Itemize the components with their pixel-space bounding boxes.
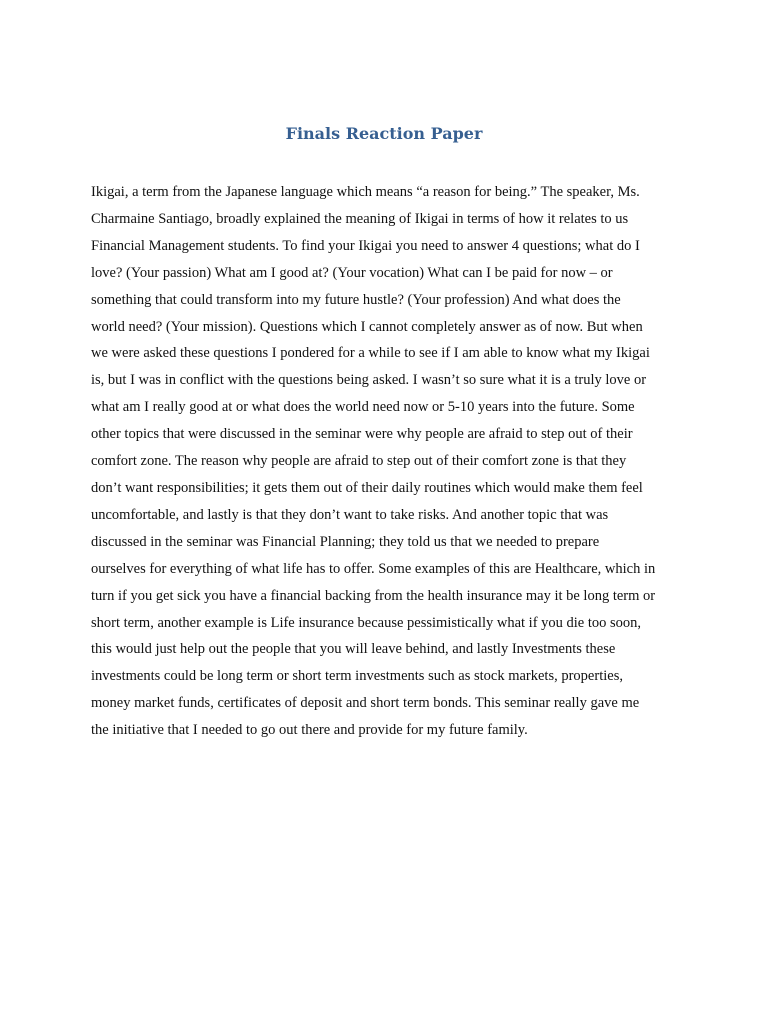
paragraph-line: Ikigai, a term from the Japanese language which means “a reason for being.” The speaker, Ms. bbox=[91, 184, 640, 200]
paragraph-line: other topics that were discussed in the seminar were why people are afraid to step out of their bbox=[91, 426, 633, 443]
paragraph-line: Financial Management students. To find your Ikigai you need to answer 4 questions; what do I bbox=[91, 237, 640, 254]
paragraph-line: turn if you get sick you have a financial backing from the health insurance may it be long term or bbox=[91, 587, 656, 604]
paragraph-line: we were asked these questions I pondered for a while to see if I am able to know what my Ikigai bbox=[91, 345, 650, 362]
page-title: Finals Reaction Paper bbox=[285, 124, 483, 143]
paragraph-line: the initiative that I needed to go out there and provide for my future family. bbox=[91, 722, 528, 739]
paragraph-line: Charmaine Santiago, broadly explained the meaning of Ikigai in terms of how it relates to us bbox=[91, 210, 629, 227]
paragraph-line: something that could transform into my future hustle? (Your profession) And what does the bbox=[91, 291, 621, 308]
paragraph-line: love? (Your passion) What am I good at? (Your vocation) What can I be paid for now – or bbox=[91, 264, 613, 281]
paragraph-line: ourselves for everything of what life has to offer. Some examples of this are Healthcare, which in bbox=[91, 560, 656, 577]
paragraph-line: don’t want responsibilities; it gets them out of their daily routines which would make them feel bbox=[91, 479, 643, 496]
paragraph-line: discussed in the seminar was Financial Planning; they told us that we needed to prepare bbox=[91, 533, 600, 550]
paragraph-line: this would just help out the people that you will leave behind, and lastly Investments these bbox=[91, 641, 616, 658]
paragraph-line: world need? (Your mission). Questions which I cannot completely answer as of now. But when bbox=[91, 318, 643, 335]
paragraph-line: money market funds, certificates of deposit and short term bonds. This seminar really gave me bbox=[91, 695, 640, 712]
paragraph-line: is, but I was in conflict with the questions being asked. I wasn’t so sure what it is a truly love or bbox=[91, 372, 647, 389]
paragraph-line: comfort zone. The reason why people are afraid to step out of their comfort zone is that they bbox=[91, 453, 627, 470]
paragraph-line: uncomfortable, and lastly is that they don’t want to take risks. And another topic that was bbox=[91, 506, 609, 523]
paragraph-line: investments could be long term or short term investments such as stock markets, properties, bbox=[91, 668, 623, 685]
paragraph-line: short term, another example is Life insurance because pessimistically what if you die too soon, bbox=[91, 614, 642, 631]
paragraph-line: what am I really good at or what does the world need now or 5-10 years into the future. Some bbox=[91, 399, 635, 416]
body-paragraph bbox=[91, 179, 691, 744]
